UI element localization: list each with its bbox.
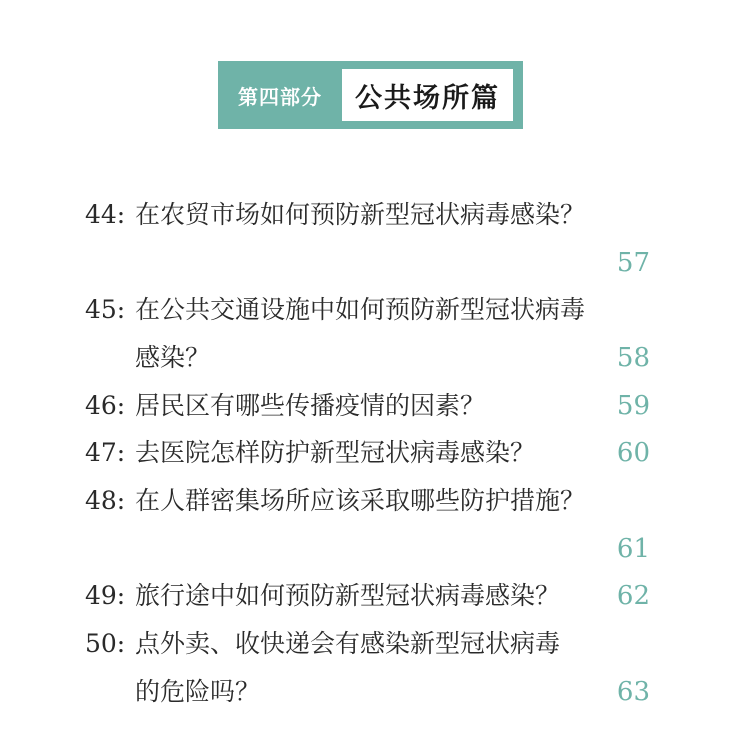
- toc-entry-46[interactable]: [0, 386, 751, 426]
- toc-entry-50[interactable]: [0, 624, 751, 664]
- entry-page-number: 63: [616, 677, 650, 707]
- entry-title: 旅行途中如何预防新型冠状病毒感染？: [135, 581, 561, 610]
- entry-title: 居民区有哪些传播疫情的因素？: [135, 391, 486, 420]
- entry-number: 45:: [85, 295, 126, 324]
- toc-entry-47[interactable]: [0, 433, 751, 473]
- entry-page-number: 61: [616, 534, 650, 564]
- entry-number: 46:: [85, 391, 126, 420]
- toc-entry-44[interactable]: [0, 195, 751, 235]
- entry-title-continued: 的危险吗？: [135, 677, 261, 706]
- section-title: 公共场所篇: [355, 82, 500, 114]
- toc-entry-50-continued: [0, 672, 751, 712]
- entry-page-number: 62: [616, 581, 650, 611]
- entry-title: 点外卖、收快递会有感染新型冠状病毒: [135, 629, 561, 658]
- entry-number: 49:: [85, 581, 126, 610]
- entry-page-number: 59: [616, 391, 650, 421]
- entry-number: 44:: [85, 200, 126, 229]
- section-part-label: 第四部分: [238, 84, 322, 109]
- toc-entry-45[interactable]: [0, 290, 751, 330]
- toc-entry-48[interactable]: [0, 481, 751, 521]
- entry-title: 在人群密集场所应该采取哪些防护措施？: [135, 486, 586, 515]
- toc-entry-49[interactable]: [0, 576, 751, 616]
- entry-title: 在农贸市场如何预防新型冠状病毒感染？: [135, 200, 586, 229]
- entry-page-number: 60: [616, 438, 650, 468]
- entry-title: 去医院怎样防护新型冠状病毒感染？: [135, 438, 536, 467]
- toc-entry-45-continued: [0, 338, 751, 378]
- toc-entry-44-page-row: [0, 243, 751, 283]
- entry-number: 48:: [85, 486, 126, 515]
- entry-page-number: 57: [616, 248, 650, 278]
- toc-entry-48-page-row: [0, 529, 751, 569]
- entry-number: 47:: [85, 438, 126, 467]
- entry-page-number: 58: [616, 343, 650, 373]
- entry-title-continued: 感染？: [135, 343, 211, 372]
- entry-number: 50:: [85, 629, 126, 658]
- entry-title: 在公共交通设施中如何预防新型冠状病毒: [135, 295, 586, 324]
